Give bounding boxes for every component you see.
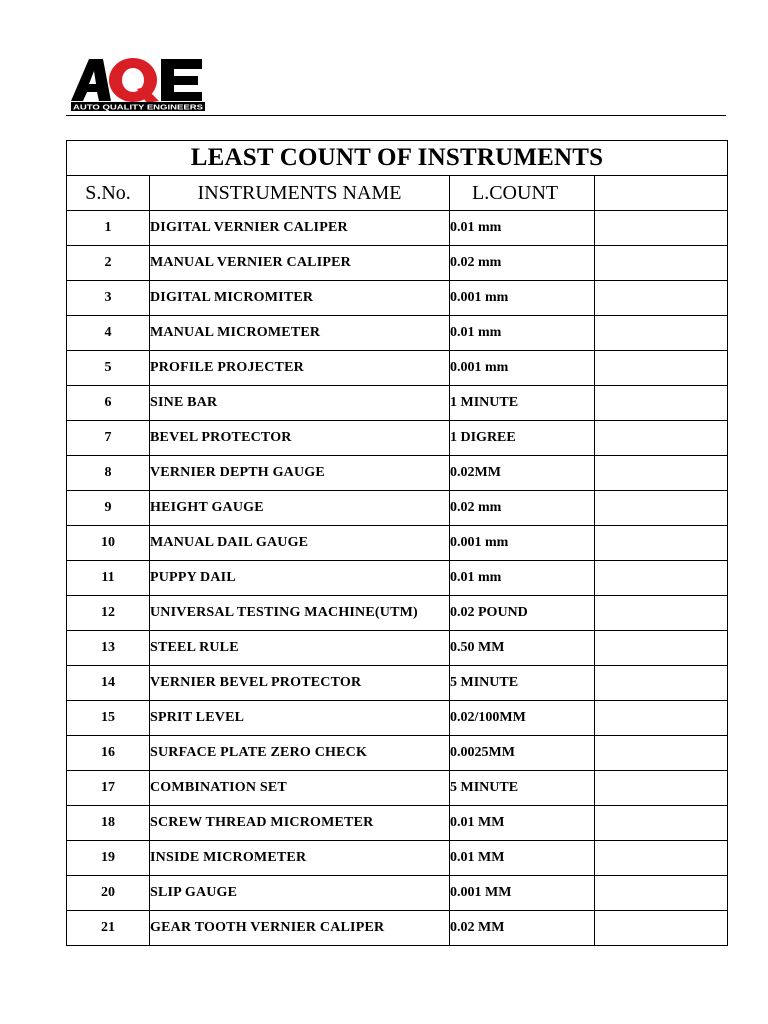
row-instrument-name: MANUAL MICROMETER xyxy=(150,316,450,351)
row-least-count: 0.02MM xyxy=(450,456,595,491)
table-row xyxy=(67,876,728,911)
row-blank-cell xyxy=(595,211,728,246)
row-least-count: 0.01 MM xyxy=(450,841,595,876)
row-least-count: 0.02 POUND xyxy=(450,596,595,631)
header-instrument-name: INSTRUMENTS NAME xyxy=(150,176,450,211)
aqe-logo-graphic xyxy=(71,57,205,113)
row-least-count: 0.001 mm xyxy=(450,281,595,316)
logo-tagline: AUTO QUALITY ENGINEERS xyxy=(73,102,203,112)
row-instrument-name: MANUAL VERNIER CALIPER xyxy=(150,246,450,281)
row-instrument-name: SURFACE PLATE ZERO CHECK xyxy=(150,736,450,771)
row-least-count: 0.02 MM xyxy=(450,911,595,946)
row-blank-cell xyxy=(595,666,728,701)
row-sno: 5 xyxy=(67,351,150,386)
table-row xyxy=(67,596,728,631)
table-row xyxy=(67,351,728,386)
row-instrument-name: DIGITAL MICROMITER xyxy=(150,281,450,316)
row-least-count: 0.02 mm xyxy=(450,491,595,526)
row-blank-cell xyxy=(595,281,728,316)
table-row xyxy=(67,911,728,946)
row-instrument-name: PROFILE PROJECTER xyxy=(150,351,450,386)
row-instrument-name: VERNIER DEPTH GAUGE xyxy=(150,456,450,491)
row-sno: 14 xyxy=(67,666,150,701)
row-least-count: 0.02/100MM xyxy=(450,701,595,736)
row-blank-cell xyxy=(595,246,728,281)
header-blank xyxy=(595,176,728,211)
logo-letter-q xyxy=(109,58,159,103)
row-blank-cell xyxy=(595,491,728,526)
row-least-count: 0.001 MM xyxy=(450,876,595,911)
header-least-count: L.COUNT xyxy=(450,176,595,211)
table-row xyxy=(67,246,728,281)
table-row xyxy=(67,386,728,421)
row-instrument-name: SPRIT LEVEL xyxy=(150,701,450,736)
table-row xyxy=(67,281,728,316)
row-instrument-name: BEVEL PROTECTOR xyxy=(150,421,450,456)
row-instrument-name: UNIVERSAL TESTING MACHINE(UTM) xyxy=(150,596,450,631)
least-count-table xyxy=(66,140,728,946)
table-row xyxy=(67,211,728,246)
row-sno: 9 xyxy=(67,491,150,526)
row-sno: 11 xyxy=(67,561,150,596)
row-instrument-name: SCREW THREAD MICROMETER xyxy=(150,806,450,841)
row-least-count: 0.01 MM xyxy=(450,806,595,841)
row-blank-cell xyxy=(595,911,728,946)
row-least-count: 0.001 mm xyxy=(450,526,595,561)
row-blank-cell xyxy=(595,316,728,351)
table-row xyxy=(67,736,728,771)
table-row xyxy=(67,666,728,701)
row-blank-cell xyxy=(595,456,728,491)
row-sno: 10 xyxy=(67,526,150,561)
table-row xyxy=(67,491,728,526)
row-sno: 4 xyxy=(67,316,150,351)
row-sno: 18 xyxy=(67,806,150,841)
row-least-count: 0.001 mm xyxy=(450,351,595,386)
row-instrument-name: HEIGHT GAUGE xyxy=(150,491,450,526)
row-sno: 8 xyxy=(67,456,150,491)
row-least-count: 5 MINUTE xyxy=(450,666,595,701)
row-sno: 15 xyxy=(67,701,150,736)
row-blank-cell xyxy=(595,526,728,561)
row-least-count: 0.01 mm xyxy=(450,316,595,351)
row-blank-cell xyxy=(595,736,728,771)
table-title: LEAST COUNT OF INSTRUMENTS xyxy=(67,141,728,176)
row-least-count: 0.01 mm xyxy=(450,561,595,596)
table-row xyxy=(67,631,728,666)
row-sno: 12 xyxy=(67,596,150,631)
row-instrument-name: STEEL RULE xyxy=(150,631,450,666)
row-sno: 20 xyxy=(67,876,150,911)
row-blank-cell xyxy=(595,386,728,421)
header-row xyxy=(67,176,728,211)
row-blank-cell xyxy=(595,351,728,386)
row-blank-cell xyxy=(595,561,728,596)
table-row xyxy=(67,771,728,806)
table-row xyxy=(67,526,728,561)
row-instrument-name: PUPPY DAIL xyxy=(150,561,450,596)
row-sno: 1 xyxy=(67,211,150,246)
row-least-count: 1 DIGREE xyxy=(450,421,595,456)
row-blank-cell xyxy=(595,806,728,841)
row-sno: 17 xyxy=(67,771,150,806)
table-row xyxy=(67,841,728,876)
row-sno: 19 xyxy=(67,841,150,876)
row-least-count: 0.0025MM xyxy=(450,736,595,771)
table-row xyxy=(67,806,728,841)
row-instrument-name: VERNIER BEVEL PROTECTOR xyxy=(150,666,450,701)
row-blank-cell xyxy=(595,631,728,666)
row-instrument-name: MANUAL DAIL GAUGE xyxy=(150,526,450,561)
row-least-count: 0.01 mm xyxy=(450,211,595,246)
table-row xyxy=(67,561,728,596)
row-instrument-name: SLIP GAUGE xyxy=(150,876,450,911)
row-instrument-name: SINE BAR xyxy=(150,386,450,421)
row-blank-cell xyxy=(595,841,728,876)
table-body xyxy=(67,211,728,946)
row-blank-cell xyxy=(595,876,728,911)
row-sno: 16 xyxy=(67,736,150,771)
header-sno: S.No. xyxy=(67,176,150,211)
header-divider xyxy=(66,115,726,116)
row-instrument-name: COMBINATION SET xyxy=(150,771,450,806)
row-least-count: 1 MINUTE xyxy=(450,386,595,421)
row-sno: 7 xyxy=(67,421,150,456)
table-row xyxy=(67,701,728,736)
row-sno: 13 xyxy=(67,631,150,666)
row-instrument-name: INSIDE MICROMETER xyxy=(150,841,450,876)
row-sno: 21 xyxy=(67,911,150,946)
row-blank-cell xyxy=(595,596,728,631)
row-blank-cell xyxy=(595,421,728,456)
row-least-count: 0.50 MM xyxy=(450,631,595,666)
row-instrument-name: GEAR TOOTH VERNIER CALIPER xyxy=(150,911,450,946)
row-sno: 2 xyxy=(67,246,150,281)
table-row xyxy=(67,316,728,351)
row-sno: 3 xyxy=(67,281,150,316)
row-least-count: 0.02 mm xyxy=(450,246,595,281)
table-row xyxy=(67,421,728,456)
company-logo xyxy=(71,57,205,113)
row-sno: 6 xyxy=(67,386,150,421)
row-blank-cell xyxy=(595,771,728,806)
row-least-count: 5 MINUTE xyxy=(450,771,595,806)
row-instrument-name: DIGITAL VERNIER CALIPER xyxy=(150,211,450,246)
table-row xyxy=(67,456,728,491)
row-blank-cell xyxy=(595,701,728,736)
logo-letter-e xyxy=(161,59,202,101)
